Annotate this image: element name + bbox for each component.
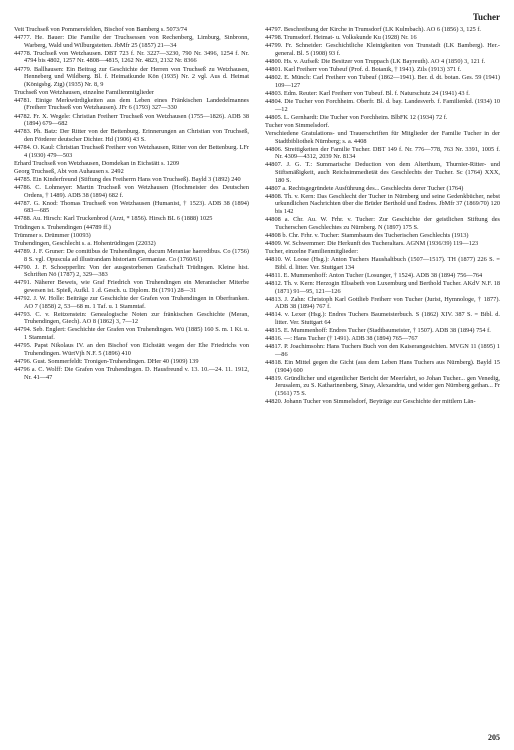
bibliography-entry: 44788. Au. Hirsch: Karl Truckenbrod (Arzt, * 1856). Hirsch BL 6 (1888) 1025 <box>14 215 213 223</box>
bibliography-entry: 44784. O. Kaul: Christian Truchseß Freiherr von Wetzhausen, Ritter von der Bettenburg. LFr 4 (1930) 479—503 <box>14 143 249 159</box>
bibliography-entry: 44808. Th. v. Kern: Das Geschlecht der Tucher in Nürnberg und seine Gedenkbücher, nebst urkundlichen Nachrichten über die Brüder Berthold und Endres. JbMfr 37 (1869/70) 120 bis 142 <box>265 192 500 215</box>
page-number: 205 <box>488 733 500 742</box>
bibliography-entry: 44793. C. v. Reitzenstein: Genealogische Noten zur fränkischen Geschichte (Meran, Truhendingen, Giech). AO 8 (1862) 3, 7—12 <box>14 310 249 326</box>
bibliography-entry: 44820. Johann Tucher von Simmelsdorf, Beyträge zur Geschichte der mittlern Län- <box>265 397 476 405</box>
bibliography-entry: 44777. He. Bauer: Die Familie der Truchsessen von Rechenberg, Limburg, Sinbronn, Warberg, Wald und Wilburgstetten. JbMfr 25 (1857) 21—34 <box>14 34 249 49</box>
bibliography-entry: Truhendingen, Geschlecht s. a. Hohentrüdingen (22032) <box>14 239 156 247</box>
bibliography-entry: 44778. Truchseß von Wetzhausen. DBT 723 f. Nr. 3227—3230, 790 Nr. 3496, 1254 f. Nr. 4794 bis 4802, 1257 Nr. 4808—4815, 1262 Nr. 4823, 2132 Nr. 8366 <box>14 49 249 65</box>
bibliography-entry: 44782. Fr. X. Wegele: Christian Freiherr Truchseß von Wetzhausen (1755—1826). ADB 38 (1894) 679—682 <box>14 112 249 128</box>
bibliography-entry: 44799. Fr. Schneider: Geschichtliche Kleinigkeiten von Trunstadt (LK Bamberg). Her.-general. Bl. 5 (1908) 93 f. <box>265 42 500 57</box>
bibliography-entry: 44789. J. F. Gruner: De comitibus de Truhendingen, ducum Meraniae haeredibus. Co (1756) 8 S. vgl. Opuscula ad illustrandam historiam Germaniae. Co (1760/61) <box>14 248 249 263</box>
bibliography-entry: 44814. v. Lexer (Hsg.): Endres Tuchers Baumeisterbuch. S (1862) XIV. 387 S. = Bibl. d. litter. Ver. Stuttgart 64 <box>265 311 500 326</box>
bibliography-entry: 44819. Gründlicher und eigentlicher Bericht der Meerfahrt, so Johan Tucher... gen Venedig, Jerusalem, zu S. Katharinenberg, Sinay, Alexandria, und wider gen Nürnberg gethan... Fr (1561) 75 S. <box>265 374 500 397</box>
bibliography-entry: 44791. Näherer Beweis, wie Graf Friedrich von Truhendingen ein Meranischer Miterbe gewesen ist. Spieß, Aufkl. 1 .d. Gesch. u. Diplom. Bt (1791) 28—31 <box>14 279 249 294</box>
bibliography-entry: 44781. Einige Merkwürdigkeiten aus dem Leben eines Fränkischen Landedelmannes (Freiherr Truchseß von Wetzhausen). JFr 6 (1793) 327—330 <box>14 96 249 112</box>
bibliography-entry: 44807. J. G. T.: Summarische Deduction von dem Alterthum, Thurnier-Ritter- und Stiftsmäßigkeit, auch Reichsimmedietät des Geschlechts der Tucher. Sc (1764) XXX, 180 S. <box>265 161 500 184</box>
bibliography-entry: 44815. E. Mummenhoff: Endres Tucher (Stadtbaumeister, † 1507). ADB 38 (1894) 754 f. <box>265 327 491 335</box>
bibliography-entry: Verschiedene Gratulations- und Trauerschriften für Mitglieder der Familie Tucher in der Stadtbibliothek Nürnberg; s. a. 4408 <box>265 130 500 145</box>
running-head: Tucher <box>472 12 500 22</box>
bibliography-entry: Veit Truchseß von Pommersfelden, Bischof von Bamberg s. 5073/74 <box>14 26 188 33</box>
bibliography-entry: 44800. Hs. v. Aufseß: Die Besitzer von Truppach (LK Bayreuth). AO 4 (1850) 3, 121 f. <box>265 57 486 65</box>
bibliography-entry: Erhard Truchseß von Wetzhausen, Domdekan in Eichstätt s. 1209 <box>14 159 180 167</box>
bibliography-entry: 44810. W. Loose (Hsg.): Anton Tuchers Haushaltbuch (1507—1517). TH (1877) 226 S. = Bibl. d. litter. Ver. Stuttgart 134 <box>265 256 500 271</box>
bibliography-entry: 44798. Trumsdorf. Heimat- u. Volkskunde Ku (1928) Nr. 16 <box>265 34 417 42</box>
bibliography-entry: 44806. Streitigkeiten der Familie Tucher. DBT 149 f. Nr. 776—778, 763 Nr. 3391, 1005 f. Nr. 4309—4312, 2039 Nr. 8134 <box>265 145 500 161</box>
bibliography-entry: 44816. —: Hans Tucher († 1491). ADB 38 (1894) 765—767 <box>265 335 418 343</box>
bibliography-entry: 44786. C. Lohmeyer: Martin Truchseß von Wetzhausen (Hochmeister des Deutschen Ordens, † 1489). ADB 38 (1894) 682 f. <box>14 184 249 199</box>
bibliography-entry: 44805. L. Gernhardt: Die Tucher von Forchheim. BlbFK 12 (1934) 72 f. <box>265 113 448 121</box>
bibliography-entry: 44813. J. Zahn: Christoph Karl Gottlieb Freiherr von Tucher (Jurist, Hymnologe, † 1877). ADB 38 (1894) 767 f. <box>265 295 500 311</box>
bibliography-entry: 44783. Ph. Batz: Der Ritter von der Bettenburg. Erinnerungen an Christian von Truchseß, den Förderer deutscher Dichter. Hd (1906) 43 S. <box>14 128 249 143</box>
bibliography-entry: 44787. G. Knod: Thomas Truchseß von Wetzhausen (Humanist, † 1523). ADB 38 (1894) 683—685 <box>14 199 249 215</box>
bibliography-entry: 44801. Karl Freiherr von Tubeuf (Prof. d. Botanik, † 1941). Zils (1913) 371 f. <box>265 66 462 74</box>
bibliography-entry: 44811. E. Mummenhoff: Anton Tucher (Losunger, † 1524). ADB 38 (1894) 756—764 <box>265 271 483 279</box>
left-column <box>14 26 249 382</box>
bibliography-entry: 44797. Beschreibung der Kirche in Trumsdorf (LK Kulmbach). AO 6 (1856) 3, 125 f. <box>265 26 481 33</box>
bibliography-entry: 44785. Ein Kinderfreund (Stiftung des Freiherrn Hans von Truchseß). Bayld 3 (1892) 240 <box>14 175 241 183</box>
bibliography-entry: 44808 a. Chr. Au. W. Frhr. v. Tucher: Zur Geschichte der geistlichen Stiftung des Tucherschen Geschlechtes zu Nürnberg. N (1897) 175 S. <box>265 216 500 231</box>
bibliography-entry: 44790. J. F. Schoepperlin: Von der ausgestorbenen Grafschaft Trüdingen. Kleine hist. Schriften Nö (1787) 2, 329—383 <box>14 263 249 279</box>
bibliography-entry: 44792. J. W. Holle: Beiträge zur Geschichte der Grafen von Truhendingen in Oberfranken. AO 7 (1858) 2, 53—68 m. 1 Taf. u. 1 Stammtaf. <box>14 295 249 310</box>
bibliography-entry: Trüdingen s. Truhendingen (44789 ff.) <box>14 223 111 231</box>
bibliography-entry: 44804. Die Tucher von Forchheim. Oberfr. Bl. d. bay. Landesverb. f. Familienkd. (1934) 10—12 <box>265 98 500 113</box>
bibliography-entry: 44803. Edm. Reuter: Karl Freiherr von Tubeuf. Bl. f. Naturschutz 24 (1941) 43 f. <box>265 89 470 97</box>
bibliography-entry: 44808 b. Chr. Frhr. v. Tucher: Stammbaum des Tucherischen Geschlechts (1913) <box>265 231 469 239</box>
bibliography-entry: 44802. E. Münch: Carl Freiherr von Tubeuf (1862—1941). Ber. d. dt. botan. Ges. 59 (1941) 109—127 <box>265 74 500 89</box>
bibliography-entry: Truchseß von Wetzhausen, einzelne Familienmitglieder <box>14 88 154 96</box>
bibliography-entry: Tucher, einzelne Familienmitglieder: <box>265 248 359 255</box>
bibliography-entry: 44779. Ballhausen: Ein Beitrag zur Geschichte der Herren von Truchseß zu Wetzhausen, Henneberg und Wildberg. Bl. f. Heimatkunde Kön (1935) Nr. 2 vgl. Aus d. Heimat (Königsbg. Ztg) (1935) Nr. 8, 9 <box>14 65 249 88</box>
bibliography-entry: 44818. Ein Mittel gegen die Gicht (aus dem Leben Hans Tuchers aus Nürnberg). Bayld 15 (1904) 600 <box>265 359 500 374</box>
bibliography-entry: Georg Truchseß, Abt von Auhausen s. 2492 <box>14 167 124 175</box>
bibliography-entry: Trümmer s. Drümmer (10093) <box>14 231 91 239</box>
bibliography-entry: 44796 a. C. Wolff: Die Grafen von Truhendingen. D. Hausfreund v. 13. 10.—24. 11. 1912, Nr. 41—47 <box>14 365 249 381</box>
bibliography-entry: 44796. Gust. Sommerfeldt: Tronigen-Truhendingen. DHer 40 (1909) 139 <box>14 357 199 365</box>
bibliography-entry: 44795. Papst Nikolaus IV. an den Bischof von Eichstätt wegen der Ehe Friedrichs von Truhendingen. WürtVjh N.F. 5 (1896) 410 <box>14 342 249 357</box>
bibliography-entry: Tucher von Simmelsdorf. <box>265 121 330 129</box>
bibliography-entry: 44794. Seb. Englert: Geschichte der Grafen von Truhendingen. Wü (1885) 160 S. m. 1 Kt. u. 1 Stammtaf. <box>14 326 249 341</box>
bibliography-entry: 44817. P. Joachimsohn: Hans Tuchers Buch von den Kaiserangesichten. MVGN 11 (1895) 1—86 <box>265 343 500 358</box>
bibliography-entry: 44807 a. Rechtsgegründete Ausführung des... Geschlechts derer Tucher (1764) <box>265 184 464 192</box>
right-column <box>265 26 500 406</box>
bibliography-entry: 44812. Th. v. Kern: Herzogin Elisabeth von Luxemburg und Berthold Tucher. AKdV N.F. 18 (1871) 91—95, 121—126 <box>265 279 500 295</box>
bibliography-entry: 44809. W. Schwemmer: Die Herkunft des Tucheraltars. AGNM (1936/39) 119—123 <box>265 239 479 247</box>
